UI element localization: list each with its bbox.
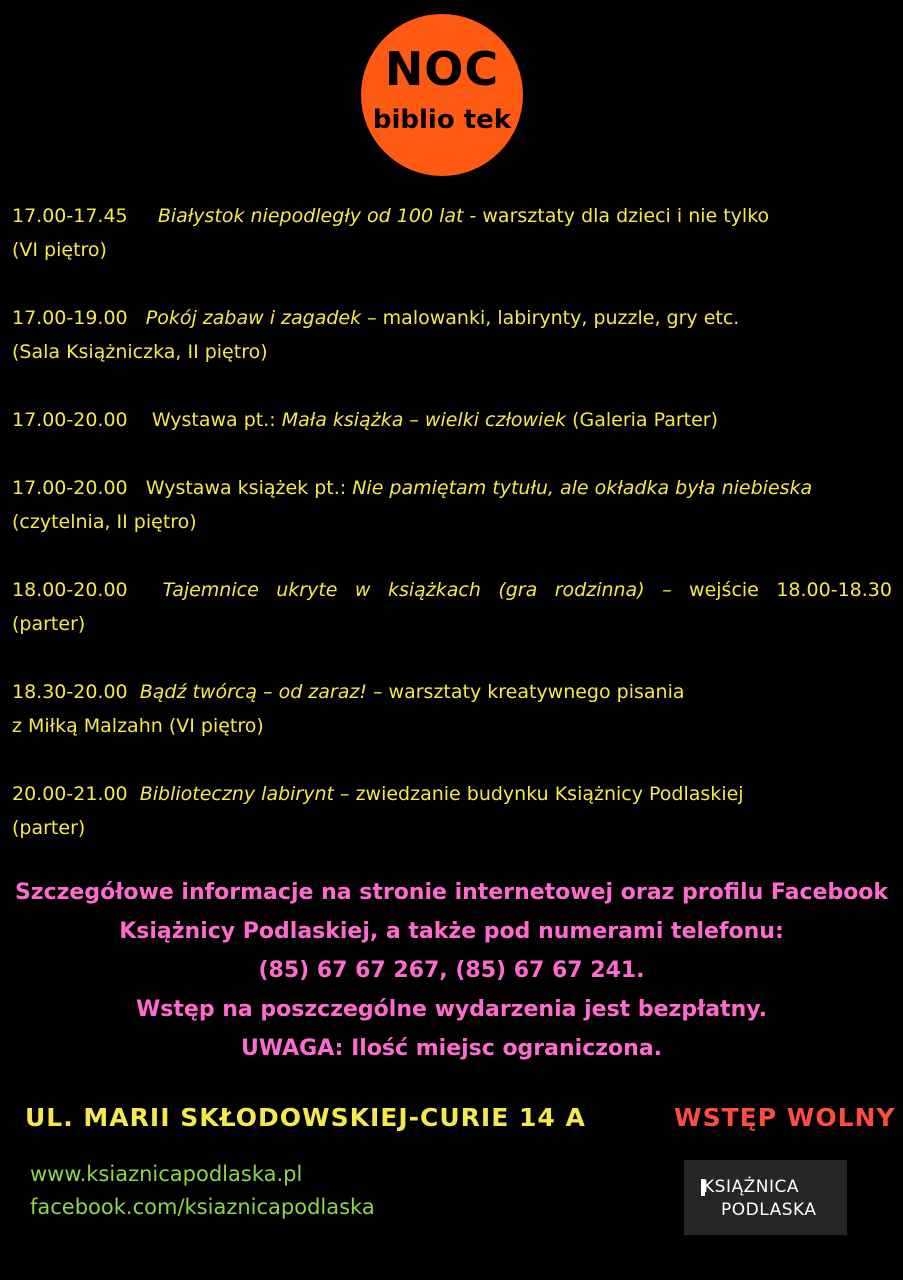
event-time: 17.00-19.00	[12, 307, 146, 329]
links-block	[30, 1158, 375, 1224]
info-block	[0, 873, 903, 1068]
event-item	[12, 199, 892, 267]
event-lead: Wystawa pt.:	[151, 409, 282, 431]
event-time: 17.00-17.45	[12, 205, 158, 227]
info-line: Wstęp na poszczególne wydarzenia jest bezpłatny.	[136, 997, 767, 1022]
event-title: Mała książka – wielki człowiek	[281, 409, 567, 431]
event-item	[12, 403, 892, 437]
event-location: (VI piętro)	[12, 239, 107, 261]
event-title: Tajemnice ukryte w książkach (gra rodzinna)	[162, 579, 645, 601]
logo-noc-text: NOC	[384, 42, 500, 96]
event-time: 18.00-20.00	[12, 579, 163, 601]
event-time: 18.30-20.00	[12, 681, 140, 703]
info-line: Książnicy Podlaskiej, a także pod numerami telefonu:	[119, 919, 784, 944]
event-location: z Miłką Malzahn (VI piętro)	[12, 715, 264, 737]
event-lead: Wystawa książek pt.:	[145, 477, 353, 499]
notice-line: UWAGA: Ilość miejsc ograniczona.	[240, 1036, 663, 1061]
event-description: – zwiedzanie budynku Książnicy Podlaskiej	[333, 783, 744, 805]
event-time: 17.00-20.00	[12, 477, 146, 499]
event-description: - warsztaty dla dzieci i nie tylko	[463, 205, 770, 227]
event-item	[12, 471, 892, 539]
event-schedule	[12, 199, 892, 879]
event-item	[12, 675, 892, 743]
logo-bibliotek-text: biblio tek	[372, 105, 512, 135]
info-line: Szczegółowe informacje na stronie internetowej oraz profilu Facebook	[14, 880, 889, 905]
event-location: (Sala Książniczka, II piętro)	[12, 341, 268, 363]
logo-line-2: PODLASKA	[721, 1200, 817, 1220]
event-title: Pokój zabaw i zagadek	[145, 307, 362, 329]
event-item	[12, 777, 892, 845]
event-title: Nie pamiętam tytułu, ale okładka była niebieska	[352, 477, 813, 499]
facebook-link[interactable]: facebook.com/ksiaznicapodlaska	[30, 1195, 375, 1219]
event-title: Białystok niepodległy od 100 lat	[157, 205, 464, 227]
event-time: 17.00-20.00	[12, 409, 152, 431]
event-item	[12, 301, 892, 369]
phone-numbers: (85) 67 67 267, (85) 67 67 241.	[258, 958, 645, 983]
event-description: – warsztaty kreatywnego pisania	[366, 681, 685, 703]
ksiaznica-podlaska-logo	[684, 1160, 847, 1235]
logo-line-1: KSIĄŻNICA	[703, 1177, 799, 1197]
event-title: Biblioteczny labirynt	[139, 783, 334, 805]
event-item	[12, 573, 892, 641]
address: UL. MARII SKŁODOWSKIEJ-CURIE 14 A	[25, 1103, 586, 1132]
event-description: – malowanki, labirynty, puzzle, gry etc.	[361, 307, 740, 329]
free-entry-label: WSTĘP WOLNY	[674, 1103, 896, 1132]
event-location: (parter)	[12, 817, 86, 839]
event-location: (parter)	[12, 613, 86, 635]
event-title: Bądź twórcą – od zaraz!	[139, 681, 367, 703]
event-location: (czytelnia, II piętro)	[12, 511, 197, 533]
event-description: – wejście 18.00-18.30	[644, 579, 892, 601]
noc-bibliotek-logo	[361, 14, 523, 176]
event-description: (Galeria Parter)	[566, 409, 719, 431]
event-time: 20.00-21.00	[12, 783, 140, 805]
website-link[interactable]: www.ksiaznicapodlaska.pl	[30, 1162, 303, 1186]
